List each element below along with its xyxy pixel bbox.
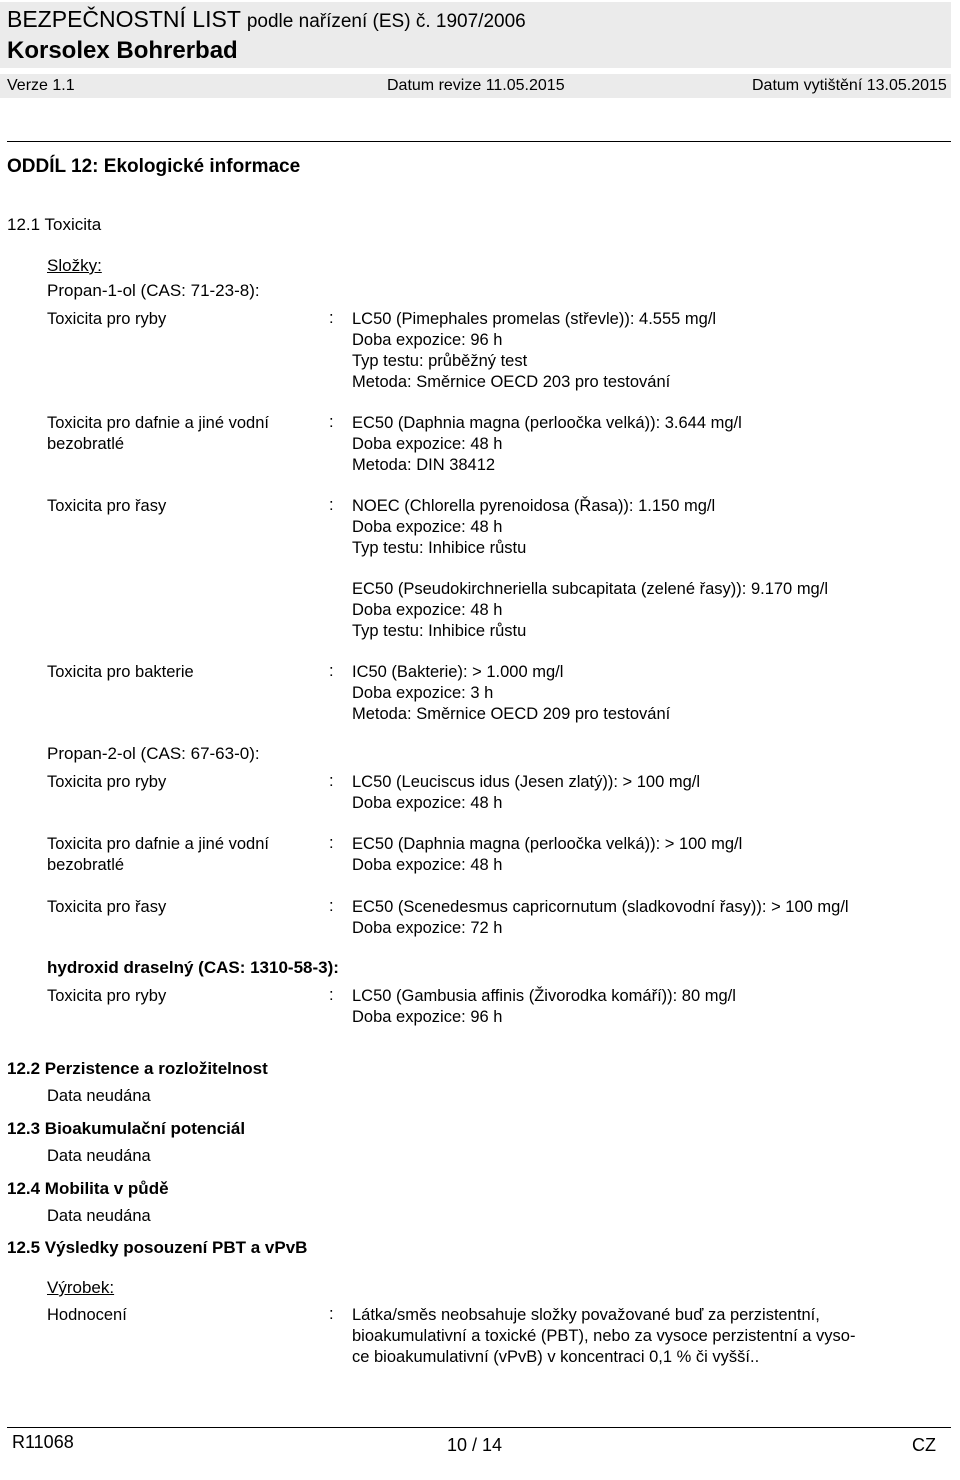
mobility-value: Data neudána [47,1207,151,1225]
assessment-label: Hodnocení [47,1306,127,1324]
bacteria-toxicity-value [352,662,670,725]
fish-toxicity-value [352,772,700,814]
component-potassium-hydroxide: hydroxid draselný (CAS: 1310-58-3): [47,958,339,977]
value-line: Typ testu: Inhibice růstu [352,622,527,640]
persistence-value: Data neudána [47,1087,151,1105]
regulation-text: podle nařízení (ES) č. 1907/2006 [246,11,526,32]
value-line: NOEC (Chlorella pyrenoidosa (Řasa)): 1.150 mg/l [352,497,716,515]
doc-title [7,6,526,33]
fish-toxicity-value [352,309,716,393]
value-line: IC50 (Bakterie): > 1.000 mg/l [352,663,564,681]
daphnia-toxicity-value [352,834,742,876]
section-title: ODDÍL 12: Ekologické informace [7,156,301,177]
value-line: Látka/směs neobsahuje složky považované buď za perzistentní, [352,1306,820,1324]
daphnia-toxicity-value [352,413,742,476]
value-line: LC50 (Leuciscus idus (Jesen zlatý)): > 100 mg/l [352,773,701,791]
value-line: Doba expozice: 48 h [352,601,503,619]
label-line: Toxicita pro dafnie a jiné vodní [47,835,269,853]
subsection-12-5: 12.5 Výsledky posouzení PBT a vPvB [7,1238,308,1257]
algae-toxicity-label: Toxicita pro řasy [47,497,167,515]
value-line: bioakumulativní a toxické (PBT), nebo za vysoce perzistentní a vyso- [352,1327,856,1345]
value-line: EC50 (Scenedesmus capricornutum (sladkovodní řasy)): > 100 mg/l [352,898,849,916]
product-label: Výrobek: [47,1278,115,1297]
colon: : [329,897,334,915]
bacteria-toxicity-label: Toxicita pro bakterie [47,663,194,681]
revision-date: Datum revize 11.05.2015 [387,77,565,94]
value-line: Doba expozice: 48 h [352,518,503,536]
print-date: Datum vytištění 13.05.2015 [752,77,947,94]
fish-toxicity-label: Toxicita pro ryby [47,773,167,791]
value-line: Doba expozice: 48 h [352,794,503,812]
section-divider [7,141,951,142]
page-number: 10 / 14 [447,1435,503,1455]
colon: : [329,834,334,852]
value-line: EC50 (Daphnia magna (perloočka velká)): 3.644 mg/l [352,414,742,432]
value-line: Metoda: DIN 38412 [352,456,496,474]
components-label: Složky: [47,256,102,275]
colon: : [329,662,334,680]
value-line: ce bioakumulativní (vPvB) v koncentraci 0,1 % či vyšší.. [352,1348,760,1366]
value-line: Doba expozice: 96 h [352,331,503,349]
daphnia-toxicity-label [47,413,269,455]
subsection-12-3: 12.3 Bioakumulační potenciál [7,1119,246,1138]
subsection-12-1: 12.1 Toxicita [7,215,102,234]
label-line: bezobratlé [47,435,125,453]
value-line: Metoda: Směrnice OECD 203 pro testování [352,373,671,391]
value-line: Typ testu: průběžný test [352,352,528,370]
colon: : [329,986,334,1004]
algae-toxicity-value [352,897,849,939]
algae-toxicity-label: Toxicita pro řasy [47,898,167,916]
fish-toxicity-value [352,986,736,1028]
colon: : [329,496,334,514]
value-line: Doba expozice: 48 h [352,435,503,453]
daphnia-toxicity-label [47,834,269,876]
colon: : [329,309,334,327]
colon: : [329,772,334,790]
value-line: Typ testu: Inhibice růstu [352,539,527,557]
algae-toxicity-value-2 [352,579,828,642]
value-line: LC50 (Gambusia affinis (Živorodka komáří)): 80 mg/l [352,987,736,1005]
label-line: bezobratlé [47,856,125,874]
subsection-12-2: 12.2 Perzistence a rozložitelnost [7,1059,268,1078]
value-line: Doba expozice: 72 h [352,919,503,937]
value-line: LC50 (Pimephales promelas (střevle)): 4.555 mg/l [352,310,717,328]
doc-title-text: BEZPEČNOSTNÍ LIST [7,6,241,32]
footer-code: R11068 [12,1432,74,1452]
value-line: Doba expozice: 48 h [352,856,503,874]
component-propan-1-ol: Propan-1-ol (CAS: 71-23-8): [47,281,260,300]
value-line: Doba expozice: 3 h [352,684,494,702]
label-line: Toxicita pro dafnie a jiné vodní [47,414,269,432]
fish-toxicity-label: Toxicita pro ryby [47,310,167,328]
footer-divider [7,1427,951,1428]
value-line: EC50 (Daphnia magna (perloočka velká)): > 100 mg/l [352,835,743,853]
colon: : [329,1305,334,1323]
product-name: Korsolex Bohrerbad [7,37,238,64]
bioaccumulation-value: Data neudána [47,1147,151,1165]
assessment-value [352,1305,855,1368]
algae-toxicity-value [352,496,715,559]
country-code: CZ [912,1435,936,1455]
value-line: Metoda: Směrnice OECD 209 pro testování [352,705,671,723]
value-line: EC50 (Pseudokirchneriella subcapitata (zelené řasy)): 9.170 mg/l [352,580,828,598]
version: Verze 1.1 [7,77,75,94]
colon: : [329,413,334,431]
fish-toxicity-label: Toxicita pro ryby [47,987,167,1005]
value-line: Doba expozice: 96 h [352,1008,503,1026]
component-propan-2-ol: Propan-2-ol (CAS: 67-63-0): [47,744,260,763]
subsection-12-4: 12.4 Mobilita v půdě [7,1179,169,1198]
